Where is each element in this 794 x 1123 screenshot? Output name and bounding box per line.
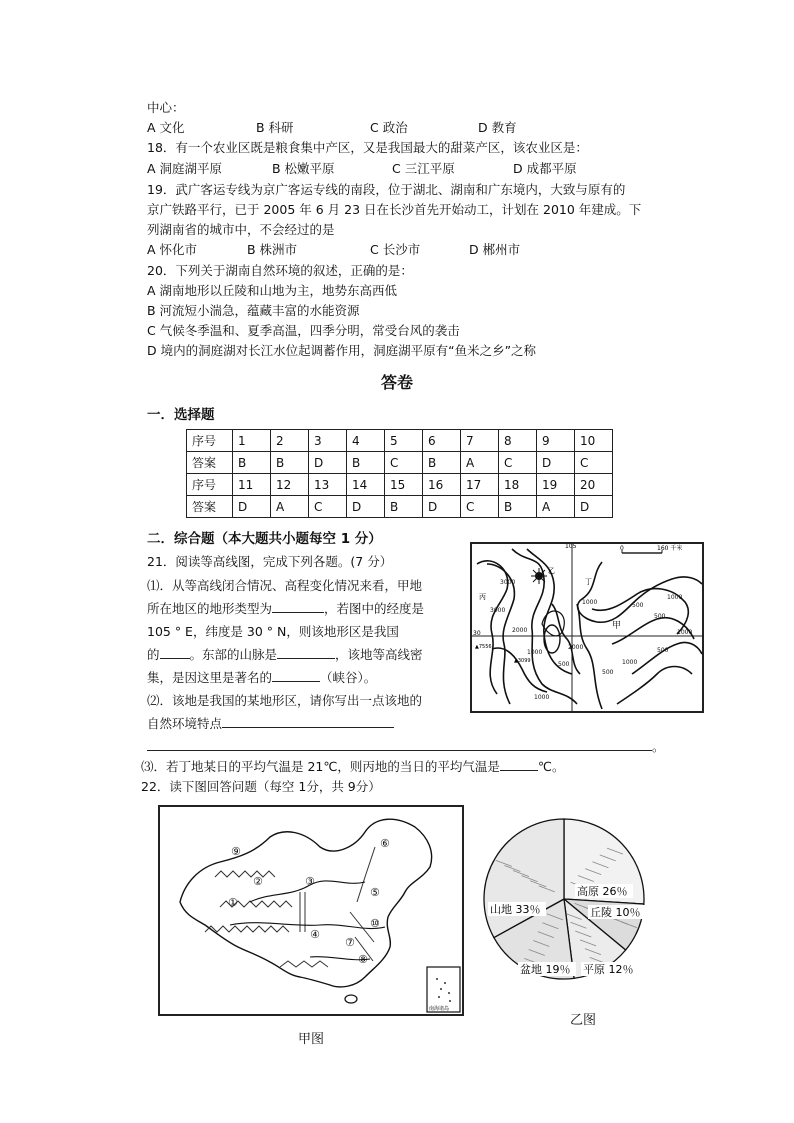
map-marker-7: ⑦ <box>345 936 355 949</box>
answer-table-cell: B <box>271 452 309 474</box>
map-marker-3: ③ <box>305 875 315 888</box>
answer-table-cell: 2 <box>271 430 309 452</box>
q21-part2-line3 <box>147 737 665 755</box>
scale-zero: 0 <box>620 545 624 552</box>
answer-table-cell: D <box>423 496 461 518</box>
answer-table-cell: 14 <box>347 474 385 496</box>
map-marker-10: ⑩ <box>370 917 380 930</box>
answer-table-header-cell: 序号 <box>187 474 233 496</box>
pie-label-ping: 平原 12％ <box>583 963 634 976</box>
q20-stem: 20．下列关于湖南自然环境的叙述，正确的是： <box>147 263 413 278</box>
section-choice-heading: 一．选择题 <box>147 407 215 423</box>
q19-option-b: B 株洲市 <box>247 242 298 257</box>
q21-stem: 21．阅读等高线图，完成下列各题。(7 分） <box>147 554 393 569</box>
q21-part2-line2 <box>147 714 394 732</box>
contour-label: 2000 <box>568 644 584 651</box>
q18-stem: 18．有一个农业区既是粮食集中产区，又是我国最大的甜菜产区，该农业区是： <box>147 140 588 155</box>
map-marker-5: ⑤ <box>370 886 380 899</box>
q22-stem: 22．读下图回答问题（每空 1分，共 9分） <box>141 779 381 794</box>
answer-table-cell: 19 <box>537 474 575 496</box>
peak-7556: ▲7556 <box>475 644 492 650</box>
longitude-label: 105 <box>565 544 577 550</box>
latitude-label: 30 <box>473 630 481 637</box>
answer-sheet-title: 答卷 <box>380 373 413 392</box>
contour-lines <box>477 549 702 709</box>
q21-part3-text: ⑶．若丁地某日的平均气温是 21℃，则丙地的当日的平均气温是 <box>141 759 500 774</box>
q21-part3-text: ℃。 <box>537 759 565 774</box>
answer-table-cell: 1 <box>233 430 271 452</box>
q20-option-b: B 河流短小湍急，蕴藏丰富的水能资源 <box>147 303 360 318</box>
q18-option-a: A 洞庭湖平原 <box>147 161 223 176</box>
q19-line1: 19．武广客运专线为京广客运专线的南段，位于湖北、湖南和广东境内，大致与原有的 <box>147 182 626 197</box>
q19-option-d: D 郴州市 <box>469 242 521 257</box>
q21-part1-text: 。东部的山脉是 <box>189 647 278 662</box>
q21-part1-text: 的 <box>147 647 160 662</box>
map-marker-4: ④ <box>310 928 320 941</box>
answer-table-cell: C <box>499 452 537 474</box>
answer-table-cell: D <box>575 496 613 518</box>
answer-table-cell: B <box>499 496 537 518</box>
answer-table-row <box>187 496 613 518</box>
q17-option-c: C 政治 <box>370 120 408 135</box>
q18-option-b: B 松嫩平原 <box>272 161 335 176</box>
contour-label: 500 <box>632 602 644 609</box>
map-marker-8: ⑧ <box>358 953 368 966</box>
answer-table-row <box>187 430 613 452</box>
landform-pie-chart <box>480 815 650 1005</box>
blank-temperature[interactable] <box>500 758 538 771</box>
hainan-island <box>345 995 357 1003</box>
q20-option-c: C 气候冬季温和、夏季高温，四季分明，常受台风的袭击 <box>147 323 460 338</box>
answer-table-cell: B <box>423 452 461 474</box>
answer-table-cell: 15 <box>385 474 423 496</box>
contour-label: 500 <box>602 669 614 676</box>
answer-table-cell: 10 <box>575 430 613 452</box>
answer-table-cell: A <box>461 452 499 474</box>
map-marker-6: ⑥ <box>380 837 390 850</box>
blank-gorge[interactable] <box>272 669 320 682</box>
label-ding: 丁 <box>585 578 592 586</box>
label-bing: 丙 <box>479 593 486 601</box>
section-comprehensive-heading: 二．综合题（本大题共小题每空 1 分） <box>147 531 382 547</box>
scale-max: 160 千米 <box>657 545 683 552</box>
pie-label-qiu: 丘陵 10％ <box>590 906 641 919</box>
label-yi: 乙 <box>548 567 555 575</box>
answer-table-cell: 7 <box>461 430 499 452</box>
answer-table-cell: 4 <box>347 430 385 452</box>
label-jia: 甲 <box>612 621 622 631</box>
q21-part1-line2 <box>147 599 424 617</box>
blank-environment-feature[interactable] <box>222 715 394 728</box>
answer-table-cell: 16 <box>423 474 461 496</box>
map-marker-9: ⑨ <box>231 845 241 858</box>
china-map <box>158 805 464 1016</box>
answer-table-cell: 5 <box>385 430 423 452</box>
q21-part1-text: （峡谷）。 <box>320 670 377 685</box>
inset-label: 南海诸岛 <box>429 1006 450 1012</box>
pie-chart-svg <box>480 815 650 1005</box>
peak-3099: ▲3099 <box>514 658 531 664</box>
q21-part1-line4 <box>147 645 423 663</box>
answer-table-cell: D <box>537 452 575 474</box>
answer-table-cell: 13 <box>309 474 347 496</box>
q21-part2-text: 自然环境特点 <box>147 716 223 731</box>
contour-label: 500 <box>657 647 669 654</box>
answer-table-header-cell: 答案 <box>187 452 233 474</box>
answer-table-cell: B <box>347 452 385 474</box>
map-marker-1: ① <box>228 896 238 909</box>
contour-label: 1000 <box>622 659 638 666</box>
answer-table-cell: C <box>309 496 347 518</box>
contour-label: 3000 <box>500 579 516 586</box>
map-marker-2: ② <box>253 875 263 888</box>
q21-part1-text: ，该地等高线密 <box>335 647 423 662</box>
answer-table-cell: A <box>537 496 575 518</box>
answer-table-cell: 18 <box>499 474 537 496</box>
answer-table-cell: A <box>271 496 309 518</box>
answer-table-cell: C <box>385 452 423 474</box>
answer-table-cell: 11 <box>233 474 271 496</box>
answer-table-header-cell: 序号 <box>187 430 233 452</box>
q21-part1-text: 集，是因这里是著名的 <box>147 670 273 685</box>
pie-label-gao: 高原 26％ <box>577 885 628 898</box>
q21-part1-text: 所在地区的地形类型为 <box>147 601 273 616</box>
answer-table-cell: 6 <box>423 430 461 452</box>
answer-table-cell: 8 <box>499 430 537 452</box>
contour-label: 1000 <box>527 649 543 656</box>
answer-table-cell: 3 <box>309 430 347 452</box>
answer-table <box>186 429 613 518</box>
caption-yi: 乙图 <box>570 1013 597 1028</box>
answer-table-cell: D <box>347 496 385 518</box>
answer-table-cell: C <box>461 496 499 518</box>
contour-label: 2000 <box>512 627 528 634</box>
answer-table-cell: B <box>385 496 423 518</box>
answer-table-cell: 9 <box>537 430 575 452</box>
contour-label: 1000 <box>534 694 550 701</box>
q17-option-a: A 文化 <box>147 120 185 135</box>
answer-table-row <box>187 452 613 474</box>
contour-map-svg <box>472 544 702 711</box>
q21-part1-line1: ⑴．从等高线闭合情况、高程变化情况来看，甲地 <box>147 578 423 593</box>
caption-jia: 甲图 <box>298 1032 325 1047</box>
contour-map <box>470 542 704 713</box>
blank-environment-feature-cont[interactable] <box>147 738 652 751</box>
q19-line2: 京广铁路平行，已于 2005 年 6 月 23 日在长沙首先开始动工，计划在 2010 年建成。下 <box>147 202 642 217</box>
answer-table-cell: C <box>575 452 613 474</box>
q21-part2-end: 。 <box>652 739 665 754</box>
answer-table-cell: 12 <box>271 474 309 496</box>
pie-label-shan: 山地 33％ <box>490 903 541 916</box>
answer-table-cell: B <box>233 452 271 474</box>
q21-part1-text: ，若图中的经度是 <box>324 601 425 616</box>
blank-landform-type[interactable] <box>272 600 324 613</box>
q18-option-d: D 成都平原 <box>513 161 577 176</box>
answer-table-cell: D <box>233 496 271 518</box>
contour-label: 1000 <box>667 594 683 601</box>
answer-table-header-cell: 答案 <box>187 496 233 518</box>
q17-stem-tail: 中心： <box>147 100 185 115</box>
q21-part1-line3: 105 ° E，纬度是 30 ° N，则该地形区是我国 <box>147 624 399 639</box>
contour-label: 500 <box>654 613 666 620</box>
q17-option-d: D 教育 <box>478 120 517 135</box>
answer-table-row <box>187 474 613 496</box>
answer-table-cell: D <box>309 452 347 474</box>
rivers <box>230 881 385 960</box>
q21-part1-line5 <box>147 668 376 686</box>
q19-line3: 列湖南省的城市中，不会经过的是 <box>147 222 335 237</box>
contour-label: 3000 <box>490 607 506 614</box>
blank-landform-region[interactable] <box>160 646 190 659</box>
pie-label-pen: 盆地 19％ <box>520 963 571 976</box>
q17-option-b: B 科研 <box>256 120 294 135</box>
q20-option-d: D 境内的洞庭湖对长江水位起调蓄作用，洞庭湖平原有“鱼米之乡”之称 <box>147 343 537 358</box>
answer-table-cell: 17 <box>461 474 499 496</box>
contour-label: 1000 <box>677 629 693 636</box>
q19-option-a: A 怀化市 <box>147 242 198 257</box>
china-map-svg <box>160 807 462 1014</box>
q20-option-a: A 湖南地形以丘陵和山地为主，地势东高西低 <box>147 283 398 298</box>
blank-eastern-mountain[interactable] <box>277 646 335 659</box>
q21-part3 <box>141 757 564 775</box>
q18-option-c: C 三江平原 <box>392 161 455 176</box>
q19-option-c: C 长沙市 <box>370 242 421 257</box>
q21-part2-line1: ⑵．该地是我国的某地形区，请你写出一点该地的 <box>147 693 423 708</box>
answer-table-cell: 20 <box>575 474 613 496</box>
contour-label: 1000 <box>582 599 598 606</box>
contour-label: 500 <box>558 661 570 668</box>
